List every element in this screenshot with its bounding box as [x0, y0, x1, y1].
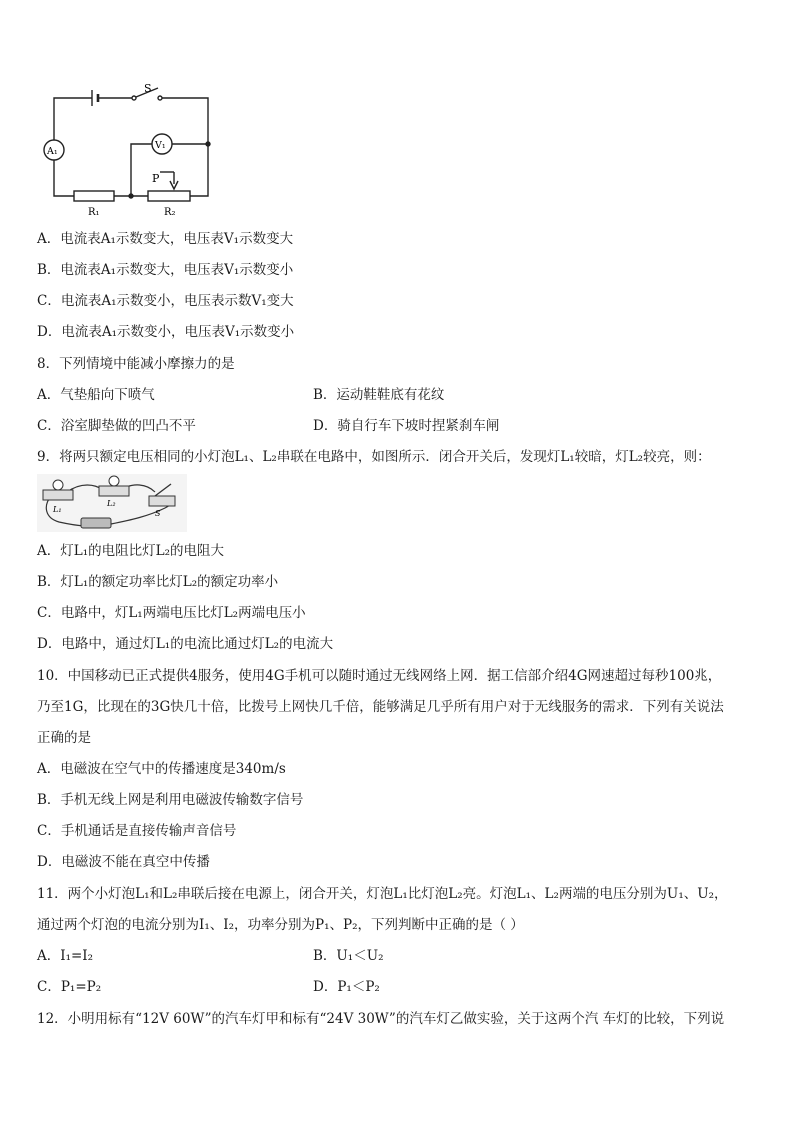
q8-option-c: C．浴室脚垫做的凹凸不平: [37, 418, 196, 434]
q9-l1-label: L₁: [53, 505, 62, 514]
q9-option-b: B．灯L₁的额定功率比灯L₂的额定功率小: [37, 574, 279, 590]
q10-option-a: A．电磁波在空气中的传播速度是340m/s: [37, 761, 286, 777]
q7-switch-label: S: [144, 84, 152, 95]
q10-stem-line-1: 10．中国移动已正式提供4服务，使用4G手机可以随时通过无线网络上网．据工信部介绍4G网速超过每秒100兆，: [37, 668, 722, 684]
q8-stem: 8．下列情境中能减小摩擦力的是: [37, 356, 235, 372]
q9-l2-label: L₂: [107, 499, 116, 508]
q7-option-d: D．电流表A₁示数变小，电压表V₁示数变小: [37, 324, 295, 340]
q12-stem: 12．小明用标有“12V 60W”的汽车灯甲和标有“24V 30W”的汽车灯乙做实验，关于这两个汽 车灯的比较，下列说: [37, 1011, 725, 1027]
q7-circuit-diagram: [36, 84, 226, 220]
q11-option-b: B．U₁＜U₂: [313, 948, 384, 964]
q11-option-a: A．I₁=I₂: [37, 948, 94, 964]
q11-option-c: C．P₁=P₂: [37, 979, 102, 995]
q8-option-b: B．运动鞋鞋底有花纹: [313, 387, 445, 403]
q8-option-d: D．骑自行车下坡时捏紧刹车闸: [313, 418, 500, 434]
q9-option-d: D．电路中，通过灯L₁的电流比通过灯L₂的电流大: [37, 636, 334, 652]
q9-option-c: C．电路中，灯L₁两端电压比灯L₂两端电压小: [37, 605, 306, 621]
q10-option-c: C．手机通话是直接传输声音信号: [37, 823, 237, 839]
q11-stem-line-1: 11．两个小灯泡L₁和L₂串联后接在电源上，闭合开关，灯泡L₁比灯泡L₂亮。灯泡L₁、L₂两端的电压分别为U₁、U₂，: [37, 886, 728, 902]
q7-option-a: A．电流表A₁示数变大，电压表V₁示数变大: [37, 231, 294, 247]
q10-stem-line-2: 乃至1G，比现在的3G快几十倍，比拨号上网快几千倍，能够满足几乎所有用户对于无线服务的需求．下列有关说法: [37, 699, 724, 715]
q7-option-b: B．电流表A₁示数变大，电压表V₁示数变小: [37, 262, 294, 278]
q9-stem: 9．将两只额定电压相同的小灯泡L₁、L₂串联在电路中，如图所示．闭合开关后，发现灯L₁较暗，灯L₂较亮，则：: [37, 449, 711, 465]
q7-slider-label: P: [152, 172, 160, 185]
q7-voltmeter-label: V₁: [155, 140, 166, 151]
q8-option-a: A．气垫船向下喷气: [37, 387, 155, 403]
q10-stem-line-3: 正确的是: [37, 730, 91, 746]
q7-r2-label: R₂: [164, 207, 176, 218]
q9-bulb-circuit-photo: [37, 474, 187, 532]
q9-s-label: S: [155, 509, 161, 518]
q11-stem-line-2: 通过两个灯泡的电流分别为I₁、I₂，功率分别为P₁、P₂，下列判断中正确的是（ ）: [37, 917, 524, 933]
q7-ammeter-label: A₁: [47, 146, 58, 157]
q10-option-b: B．手机无线上网是利用电磁波传输数字信号: [37, 792, 304, 808]
q7-r1-label: R₁: [88, 207, 100, 218]
q10-option-d: D．电磁波不能在真空中传播: [37, 854, 210, 870]
q11-option-d: D．P₁＜P₂: [313, 979, 380, 995]
q9-option-a: A．灯L₁的电阻比灯L₂的电阻大: [37, 543, 225, 559]
q7-option-c: C．电流表A₁示数变小，电压表示数V₁变大: [37, 293, 294, 309]
